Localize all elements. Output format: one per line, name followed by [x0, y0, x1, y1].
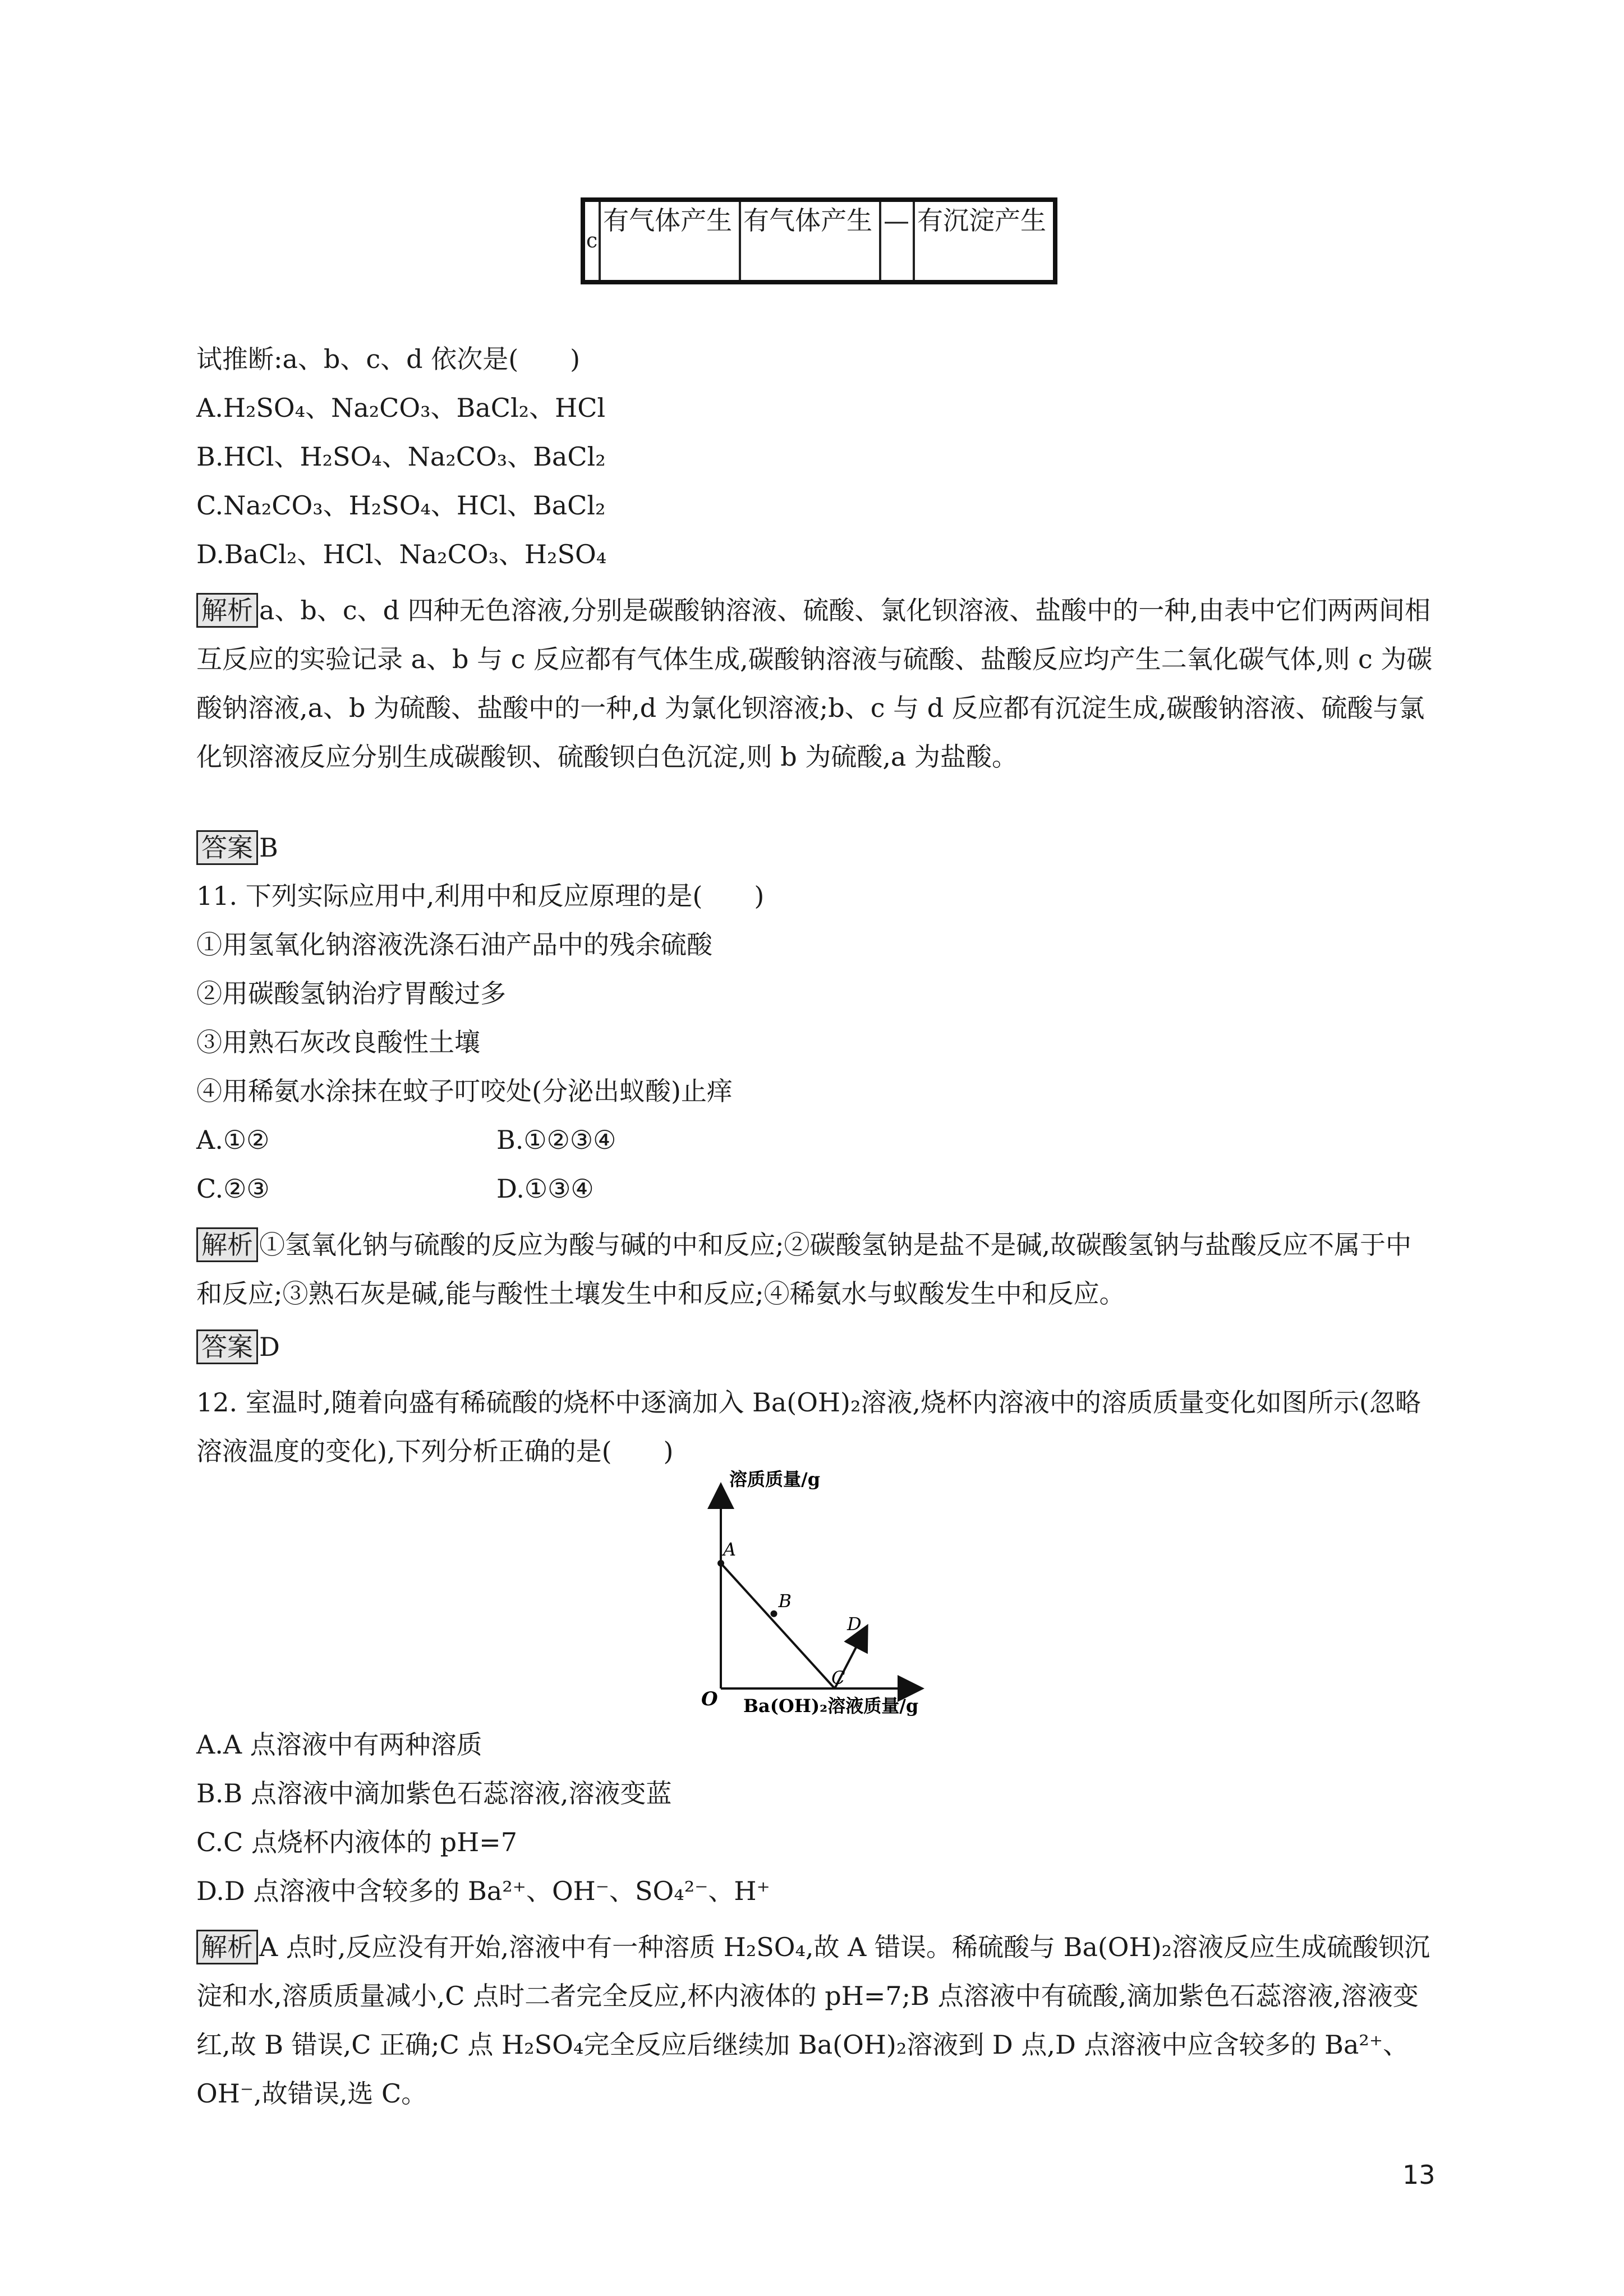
q11-answer — [196, 1329, 280, 1364]
q12-option-a: A.A 点溶液中有两种溶质 — [196, 1729, 482, 1760]
table-cell: — — [880, 200, 914, 282]
q12-option-b: B.B 点溶液中滴加紫色石蕊溶液,溶液变蓝 — [196, 1778, 672, 1809]
origin-label: O — [701, 1688, 718, 1710]
x-axis-label: Ba(OH)₂溶液质量/g — [743, 1695, 919, 1717]
point-c-label: C — [831, 1667, 845, 1688]
q12-analysis — [196, 1923, 1433, 2118]
point-a-label: A — [723, 1538, 737, 1560]
q11-stem: 11. 下列实际应用中,利用中和反应原理的是( ) — [196, 881, 765, 911]
q12-option-d: D.D 点溶液中含较多的 Ba²⁺、OH⁻、SO₄²⁻、H⁺ — [196, 1876, 770, 1906]
q11-analysis-text: ①氢氧化钠与硫酸的反应为酸与碱的中和反应;②碳酸氢钠是盐不是碱,故碳酸氢钠与盐酸反应不属于中和反应;③熟石灰是碱,能与酸性土壤发生中和反应;④稀氨水与蚁酸发生中和反应。 — [196, 1230, 1412, 1309]
q12-option-c: C.C 点烧杯内液体的 pH=7 — [196, 1827, 517, 1857]
q10-option-b: B.HCl、H₂SO₄、Na₂CO₃、BaCl₂ — [196, 441, 606, 472]
point-d-label: D — [847, 1613, 862, 1635]
q11-item-3: ③用熟石灰改良酸性土壤 — [196, 1027, 480, 1057]
answer-tag: 答案 — [196, 1329, 258, 1364]
q11-option-b: B.①②③④ — [496, 1125, 617, 1155]
y-axis-label: 溶质质量/g — [729, 1470, 821, 1490]
q12-stem: 12. 室温时,随着向盛有稀硫酸的烧杯中逐滴加入 Ba(OH)₂溶液,烧杯内溶液中的溶质质量变化如图所示(忽略溶液温度的变化),下列分析正确的是( ) — [196, 1387, 1421, 1466]
q10-answer-value: B — [259, 832, 278, 863]
q10-option-a: A.H₂SO₄、Na₂CO₃、BaCl₂、HCl — [196, 393, 606, 423]
q11-item-1: ①用氢氧化钠溶液洗涤石油产品中的残余硫酸 — [196, 930, 712, 960]
q11-analysis — [196, 1221, 1433, 1318]
q11-options-row1 — [196, 1123, 616, 1157]
point-b — [771, 1611, 778, 1617]
q11-option-c: C.②③ — [196, 1174, 270, 1204]
table-cell: 有气体产生 — [600, 200, 740, 282]
answer-tag: 答案 — [196, 830, 258, 865]
table-cell: 有气体产生 — [740, 200, 880, 282]
descending-line — [721, 1563, 835, 1688]
q11-item-4: ④用稀氨水涂抹在蚊子叮咬处(分泌出蚁酸)止痒 — [196, 1076, 733, 1106]
analysis-tag: 解析 — [196, 593, 258, 628]
table-cell: 有沉淀产生 — [914, 200, 1055, 282]
q10-stem: 试推断:a、b、c、d 依次是( ) — [196, 344, 581, 374]
point-b-label: B — [778, 1590, 792, 1612]
q10-option-c: C.Na₂CO₃、H₂SO₄、HCl、BaCl₂ — [196, 490, 606, 521]
q10-analysis — [196, 586, 1433, 781]
q12-analysis-text: A 点时,反应没有开始,溶液中有一种溶质 H₂SO₄,故 A 错误。稀硫酸与 Ba(OH)₂溶液反应生成硫酸钡沉淀和水,溶质质量减小,C 点时二者完全反应,杯内液体的 pH=7;B 点溶液中有硫酸,滴加紫色石蕊溶液,溶液变红,故 B 错误,C 正确;C 点 H₂SO₄完全反应后继续加 Ba(OH)₂溶液到 D 点,D 点溶液中应含较多的 Ba²⁺、OH⁻,故错误,选 C。 — [196, 1932, 1430, 2109]
q11-option-a: A.①② — [196, 1125, 270, 1155]
page-number: 13 — [1402, 2160, 1436, 2190]
q10-option-d: D.BaCl₂、HCl、Na₂CO₃、H₂SO₄ — [196, 539, 607, 569]
q11-item-2: ②用碳酸氢钠治疗胃酸过多 — [196, 978, 506, 1009]
analysis-tag: 解析 — [196, 1227, 258, 1262]
q11-options-row2 — [196, 1172, 594, 1205]
solute-mass-chart — [690, 1470, 954, 1717]
point-a — [717, 1560, 724, 1567]
q10-analysis-text: a、b、c、d 四种无色溶液,分别是碳酸钠溶液、硫酸、氯化钡溶液、盐酸中的一种,由表中它们两两间相互反应的实验记录 a、b 与 c 反应都有气体生成,碳酸钠溶液与硫酸、盐酸反应均产生二氧化碳气体,则 c 为碳酸钠溶液,a、b 为硫酸、盐酸中的一种,d 为氯化钡溶液;b、c 与 d 反应都有沉淀生成,碳酸钠溶液、硫酸与氯化钡溶液反应分别生成碳酸钡、硫酸钡白色沉淀,则 b 为硫酸,a 为盐酸。 — [196, 595, 1433, 772]
q11-answer-value: D — [259, 1332, 280, 1362]
table-row-label: c — [583, 200, 600, 282]
analysis-tag: 解析 — [196, 1930, 258, 1964]
q11-option-d: D.①③④ — [496, 1174, 594, 1204]
q10-answer — [196, 830, 278, 865]
experiment-table — [581, 197, 1057, 284]
